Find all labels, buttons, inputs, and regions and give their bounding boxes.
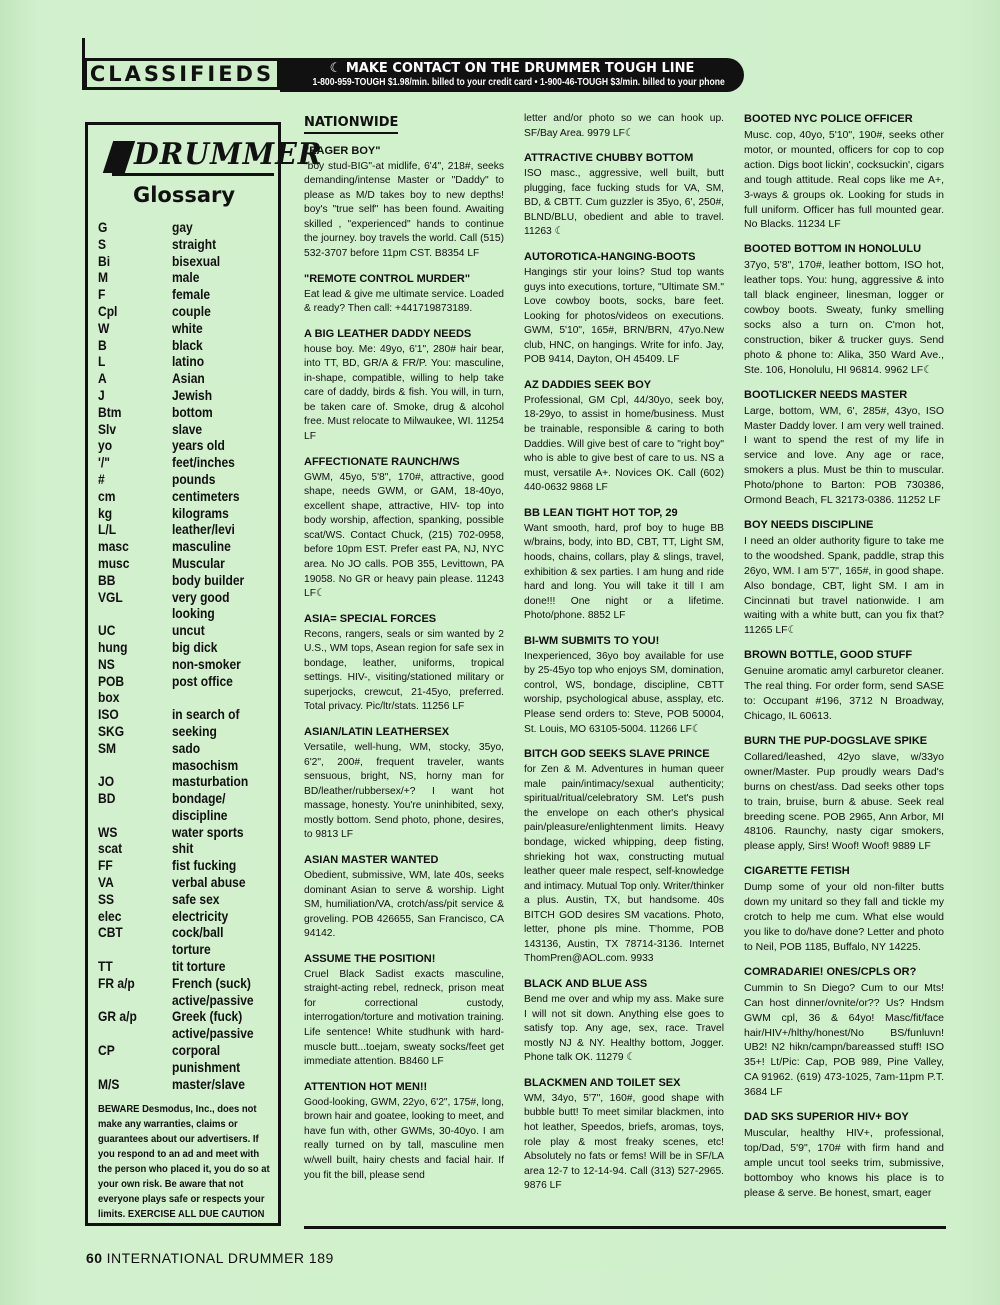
ad-list-2	[524, 112, 724, 1194]
glossary-entry	[98, 1042, 270, 1059]
glossary-definition: in search of	[171, 706, 240, 723]
classified-ad	[744, 864, 944, 955]
glossary-entry	[98, 622, 270, 639]
ad-column-1	[304, 112, 504, 1193]
glossary-abbreviation: elec	[98, 907, 122, 924]
glossary-definition: male	[171, 269, 200, 286]
glossary-list	[98, 219, 270, 1092]
glossary-abbreviation: W	[98, 319, 110, 336]
page-footer	[86, 1250, 334, 1266]
glossary-entry	[98, 505, 270, 522]
page-number: 60	[86, 1250, 103, 1266]
tough-line-phones: 1-800-959-TOUGH $1.98/min. billed to your credit card • 1-900-46-TOUGH $3/min. billed to your phone	[312, 77, 725, 88]
glossary-entry	[98, 924, 270, 941]
glossary-definition: active/passive	[171, 1025, 254, 1042]
glossary-definition: Muscular	[171, 554, 225, 571]
ad-body: Versatile, well-hung, WM, stocky, 35yo, 6'2", 200#, frequent traveler, wants sensuous, bright, NS, horny man for BD/leather/rubbersex/+? I want hot massage, honesty. You're uninhibited, sexy, mostly bottom. Send photo, phone, desires, to 9813 LF	[304, 742, 504, 841]
ad-body: house boy. Me: 49yo, 6'1", 280# hair bear, into TT, BD, GR/A & FR/P. You: masculine, in-shape, compatible, willing to help take care of daddy, birds & fish. You will, in turn, be taken care of. Smoke, drug & alcohol free. Must relocate to Milwaukee, WI. 11254 LF	[304, 343, 504, 442]
glossary-abbreviation: FR a/p	[98, 974, 135, 991]
ad-headline: BOY NEEDS DISCIPLINE	[744, 518, 874, 531]
glossary-entry	[98, 437, 270, 454]
classified-ad	[524, 977, 724, 1066]
classified-ad	[304, 612, 504, 715]
classified-ad	[304, 725, 504, 843]
classified-ad	[304, 272, 504, 317]
classified-ad	[744, 1110, 944, 1201]
glossary-definition: white	[171, 319, 203, 336]
glossary-entry	[98, 824, 270, 841]
glossary-entry	[98, 555, 270, 572]
glossary-definition: French (suck)	[171, 974, 251, 991]
glossary-abbreviation: G	[98, 219, 108, 235]
ad-headline: BOOTED NYC POLICE OFFICER	[744, 113, 913, 125]
glossary-definition: masculine	[171, 538, 231, 555]
glossary-abbreviation: F	[98, 286, 106, 303]
ad-headline: ASIAN/LATIN LEATHERSEX	[304, 726, 450, 738]
glossary-definition: uncut	[171, 622, 205, 639]
glossary-definition: Jewish	[171, 386, 213, 403]
ad-body: I need an older authority figure to take me to the woodshed. Spank, paddle, strap this 26yo, WM. I am 5'7", 165#, in good shape. Also bondage, CBT, light SM. I am in Cincinnati but travel nationwide. I am waiting with a white butt, can you fix that? 11265 LF☾	[744, 534, 944, 637]
glossary-entry	[98, 454, 270, 471]
ad-body: letter and/or photo so we can hook up. SF/Bay Area. 9979 LF☾	[524, 113, 724, 139]
logo-slash-mark	[103, 141, 135, 173]
ad-list-3	[744, 112, 944, 1201]
ad-headline: ASSUME THE POSITION!	[304, 952, 436, 965]
glossary-entry	[98, 236, 270, 253]
glossary-entry	[98, 723, 270, 740]
ad-body: Hangings stir your loins? Stud top wants guys into executions, torture, "Ultimate SM." Love cowboy boots, socks, bare feet. Looking for photos/videos on executions. GWM, 5'10", 165#, BRN/BRN, 47yo.New club, HNC, on hangings. Write for info. Jay, POB 9414, Dayton, OH 45409. LF	[524, 266, 724, 366]
glossary-abbreviation: L/L	[98, 521, 117, 538]
glossary-abbreviation: BD	[98, 790, 116, 807]
glossary-entry	[98, 874, 270, 891]
glossary-definition: bottom	[171, 403, 213, 420]
classified-ad	[304, 144, 504, 262]
glossary-entry	[98, 773, 270, 790]
glossary-definition: fist fucking	[171, 857, 237, 874]
glossary-abbreviation: WS	[98, 823, 118, 840]
glossary-abbreviation: TT	[98, 958, 113, 975]
glossary-entry	[98, 639, 270, 656]
ad-headline: DAD SKS SUPERIOR HIV+ BOY	[744, 1111, 909, 1124]
glossary-definition: years old	[171, 437, 225, 454]
glossary-entry	[98, 219, 270, 236]
glossary-definition: master/slave	[171, 1075, 245, 1092]
glossary-abbreviation: Cpl	[98, 302, 118, 319]
glossary-abbreviation: Slv	[98, 420, 117, 437]
glossary-abbreviation: VGL	[98, 588, 123, 605]
glossary-box	[85, 122, 323, 1226]
ad-body: Large, bottom, WM, 6', 285#, 43yo, ISO Master Daddy lover. I am very well trained. I want to spend the rest of my life in service and love. Any age or race, smokers a plus. Must be thin to muscular. Photo/phone to Barton: POB 730386, Ormond Beach, FL 32173-0386. 11252 LF	[744, 404, 944, 507]
classified-ad	[744, 242, 944, 377]
glossary-definition: leather/levi	[171, 521, 235, 538]
glossary-abbreviation: VA	[98, 874, 114, 891]
ad-body: Dump some of your old non-filter butts down my unitard so they fall and tickle my crotch to help me cum. What else would you like to do/have done? Letter and photo to Neil, POB 1185, Buffalo, NY 14225.	[744, 881, 944, 953]
glossary-entry	[98, 253, 270, 270]
glossary-abbreviation	[98, 605, 172, 622]
ad-body: Cummin to Sn Diego? Cum to our Mts! Can host dinner/ovnite/or?? Us? Hndsm GWM cpl, 36 & 64yo! Masc/fit/face hair/HIV+/hlthy/honest/No BS/funluvn! UB2! N2 hikn/campn/bareassed stuff! ISO 35+! Lt/Pic: Cap, POB 989, Pine Valley, CA 91962. (619) 473-1025, 7am-11pm P.T. 3684 LF	[744, 981, 944, 1099]
ad-headline: BI-WM SUBMITS TO YOU!	[524, 634, 660, 647]
ad-body: Musc. cop, 40yo, 5'10", 190#, seeks other motor, or mounted, officers for cop to cop action. Digs boot lickin', cocksuckin', cigars and tough attitude. Real cops like me A+, 3-ways & groups ok. Looking for studs in full uniform. Officer has full mounted gear. No Blacks. 11234 LF	[744, 129, 944, 231]
ad-body: Good-looking, GWM, 22yo, 6'2", 175#, long, brown hair and goatee, looking to meet, and have fun with, other GWMs, 30-40yo. I am really turned on by tall, masculine men w/well built, hairy chests and facial hair. If you fit the bill, please send	[304, 1096, 505, 1181]
ad-headline: A BIG LEATHER DADDY NEEDS	[304, 327, 472, 340]
glossary-definition	[172, 689, 270, 706]
glossary-definition: safe sex	[171, 890, 220, 907]
glossary-definition: seeking	[171, 722, 217, 739]
glossary-definition: masturbation	[171, 773, 249, 790]
glossary-definition: post office	[171, 672, 233, 689]
glossary-definition: bisexual	[171, 252, 221, 269]
glossary-abbreviation: M/S	[98, 1075, 120, 1092]
glossary-entry	[98, 269, 270, 286]
glossary-entry	[98, 975, 270, 992]
glossary-definition: electricity	[171, 907, 229, 924]
glossary-definition: bondage/	[171, 790, 226, 807]
ad-headline: AFFECTIONATE RAUNCH/WS	[304, 455, 460, 468]
glossary-abbreviation: box	[98, 689, 120, 706]
glossary-definition: shit	[171, 840, 194, 857]
ad-body: for Zen & M. Adventures in human queer male pain/intimacy/sexual authenticity; spiritual/ritual/celebratory SM. Let's push the envelope on each other's physical pain/pleasure/enlightenment limits. Heavy bondage, wicked whipping, deep fisting, shrieking hot wax, constructing mutual leather queer male respect, self-knowledge and intimacy. Mutual Top only. Writer/thinker a plus. Austin, TX, but handsome. 40s BITCH GOD desires SM vacations. Photo, letter, phone pls mine. T'homme, POB 143136, Austin, TX 78714-3136. Internet ThomPren@AOL.com. 9933	[524, 764, 724, 965]
glossary-definition: body builder	[171, 571, 245, 588]
glossary-entry	[98, 958, 270, 975]
classifieds-header	[84, 58, 744, 92]
classified-ad	[744, 112, 944, 232]
glossary-definition: very good	[171, 588, 230, 605]
ad-headline: BURN THE PUP-DOGSLAVE SPIKE	[744, 734, 928, 747]
drummer-logo	[98, 133, 323, 181]
glossary-abbreviation: L	[98, 353, 106, 370]
glossary-abbreviation: S	[98, 235, 107, 252]
disclaimer-warning: BEWARE Desmodus, Inc., does not make any warranties, claims or guarantees about our advertisers. If you respond to an ad and meet with the person who placed it, you do so at your own risk. Be aware that not everyone plays safe or respects your limits. EXERCISE ALL DUE CAUTION	[98, 1103, 270, 1221]
glossary-definition: Greek (fuck)	[171, 1008, 243, 1025]
ad-body: WM, 34yo, 5'7", 160#, good shape with bubble butt! To meet similar blackmen, into hot leather, Speedos, briefs, aromas, toys, role play & most freaky scenes, etc! Absolutely no fats or fems! Will be in SF/LA area 12-7 to 12-14-94. Call (313) 527-2965. 9876 LF	[524, 1092, 724, 1192]
glossary-entry	[98, 992, 270, 1009]
classified-ad	[744, 518, 944, 638]
glossary-definition: female	[171, 286, 211, 303]
glossary-abbreviation: kg	[98, 504, 113, 521]
glossary-entry	[98, 807, 270, 824]
ad-body: Muscular, healthy HIV+, professional, top/Dad, 5'9", 170# with firm hand and ample uncut tool seeks trim, submissive, bottomboy who knows his place is to please & serve. Be honest, smart, eager	[744, 1127, 944, 1199]
glossary-abbreviation	[98, 1059, 172, 1076]
glossary-abbreviation: scat	[98, 840, 123, 857]
classified-ad	[524, 151, 724, 240]
glossary-abbreviation	[98, 941, 172, 958]
glossary-abbreviation: SM	[98, 739, 117, 756]
glossary-abbreviation	[98, 807, 172, 824]
glossary-abbreviation: B	[98, 336, 107, 353]
ad-headline: ATTRACTIVE CHUBBY BOTTOM	[524, 152, 694, 165]
glossary-entry	[98, 941, 270, 958]
glossary-entry	[98, 706, 270, 723]
glossary-entry	[98, 891, 270, 908]
glossary-definition: pounds	[171, 470, 216, 487]
logo-underline	[112, 173, 274, 176]
classified-ad	[524, 112, 724, 141]
glossary-abbreviation: hung	[98, 638, 128, 655]
glossary-entry	[98, 605, 270, 622]
ad-headline: COMRADARIE! ONES/CPLS OR?	[744, 965, 917, 978]
glossary-entry	[98, 353, 270, 370]
section-label: CLASSIFIEDS	[89, 62, 275, 86]
glossary-definition: couple	[171, 302, 211, 319]
glossary-abbreviation: POB	[98, 672, 125, 689]
classified-ad	[304, 327, 504, 445]
glossary-definition: verbal abuse	[171, 874, 246, 891]
classified-ad	[524, 1076, 724, 1194]
glossary-definition: feet/inches	[171, 454, 235, 471]
classified-ad	[744, 734, 944, 854]
glossary-definition: Asian	[171, 370, 205, 387]
classified-ad	[524, 634, 724, 737]
glossary-abbreviation: GR a/p	[98, 1008, 137, 1025]
ad-headline: CIGARETTE FETISH	[744, 865, 850, 878]
tough-line-banner	[280, 58, 744, 92]
glossary-abbreviation: BB	[98, 571, 116, 588]
glossary-definition: corporal	[171, 1042, 221, 1059]
ad-body: Eat lead & give me ultimate service. Loaded & ready? Then call: +441719873189.	[304, 288, 504, 315]
ad-body: Inexperienced, 36yo boy available for use by 25-45yo top who enjoys SM, domination, control, WS, bondage, discipline, CBTT worship, psychological abuse, assplay, etc. Please send orders to: Steve, POB 50004, St. Louis, MO 63105-5004. 11266 LF☾	[524, 650, 724, 735]
glossary-entry	[98, 740, 270, 757]
ad-column-2	[524, 112, 724, 1204]
classified-ad	[524, 747, 724, 967]
glossary-entry	[98, 404, 270, 421]
glossary-entry	[98, 572, 270, 589]
ad-list-1	[304, 144, 504, 1184]
ad-body: Genuine aromatic amyl carburetor cleaner. The real thing. For order form, send SASE to: Occupant #196, 3712 N Broadway, Chicago, IL 60613.	[744, 665, 944, 722]
ad-body: Obedient, submissive, WM, late 40s, seeks dominant Asian to serve & worship. Light SM, humiliation/VA, crotch/ass/pit service & groveling. POB 426655, San Francisco, CA 94142.	[304, 869, 504, 940]
glossary-abbreviation: J	[98, 386, 105, 403]
glossary-entry	[98, 857, 270, 874]
glossary-abbreviation: NS	[98, 655, 115, 672]
glossary-abbreviation: Btm	[98, 403, 122, 420]
classified-ad	[304, 1080, 504, 1183]
glossary-definition: cock/ball	[171, 924, 224, 941]
glossary-entry	[98, 370, 270, 387]
glossary-title: Glossary	[132, 183, 236, 207]
glossary-abbreviation: SS	[98, 890, 115, 907]
glossary-definition: slave	[171, 420, 203, 437]
classified-ad	[744, 648, 944, 724]
section-title: NATIONWIDE	[304, 116, 398, 134]
glossary-entry	[98, 1076, 270, 1093]
glossary-abbreviation	[98, 757, 172, 774]
glossary-entry	[98, 286, 270, 303]
glossary-entry	[98, 421, 270, 438]
glossary-entry	[98, 538, 270, 555]
ad-headline: BROWN BOTTLE, GOOD STUFF	[744, 649, 913, 662]
glossary-entry	[98, 471, 270, 488]
glossary-entry	[98, 757, 270, 774]
ad-column-3	[744, 112, 944, 1211]
glossary-abbreviation: FF	[98, 857, 113, 874]
ad-headline: ATTENTION HOT MEN!!	[304, 1080, 428, 1093]
glossary-definition: big dick	[171, 638, 218, 655]
glossary-entry	[98, 1025, 270, 1042]
ad-headline: ASIA= SPECIAL FORCES	[304, 612, 437, 625]
ad-headline: BLACK AND BLUE ASS	[524, 978, 648, 990]
ad-body: Collared/leashed, 42yo slave, w/33yo owner/Master. Pup proudly wears Dad's burns on chest/ass. Dad seeks other tops to train, bruise, burn & abuse. Seek real breeding scene. POB 2965, Ann Arbor, MI 48106. Raunchy, nasty cigar smokers, please apply, Sirs! Woof! Woof! 9889 LF	[744, 750, 944, 853]
glossary-definition: latino	[171, 353, 205, 370]
glossary-abbreviation: cm	[98, 487, 116, 504]
section-label-box	[84, 58, 280, 90]
ad-headline: BOOTED BOTTOM IN HONOLULU	[744, 243, 922, 256]
tough-line-tagline: ☾ MAKE CONTACT ON THE DRUMMER TOUGH LINE	[329, 61, 695, 76]
glossary-definition: sado	[171, 739, 201, 756]
glossary-entry	[98, 320, 270, 337]
glossary-abbreviation: musc	[98, 554, 130, 571]
glossary-definition: punishment	[171, 1058, 241, 1075]
ad-body: Recons, rangers, seals or sim wanted by 2 U.S., WM tops, Asean region for safe sex in bondage, leather, uniforms, tropical settings. HIV-, visiting/stationed military or superjocks, crewcut, 21-45yo, preferred. Total privacy. Pic/ltr/stats. 11256 LF	[304, 628, 504, 713]
glossary-entry	[98, 488, 270, 505]
ad-headline: BB LEAN TIGHT HOT TOP, 29	[524, 506, 678, 519]
glossary-entry	[98, 521, 270, 538]
ad-headline: BOOTLICKER NEEDS MASTER	[744, 388, 908, 401]
glossary-definition: torture	[171, 941, 211, 958]
ad-body: Professional, GM Cpl, 44/30yo, seek boy, 18-29yo, to assist in home/business. Must be trainable, responsible & caring to both Daddies. Will give best of care to "right boy" who is able to give best of care to us. NS a must, versatile A+. Novices OK. Call (602) 440-0632 9868 LF	[524, 394, 724, 494]
glossary-entry	[98, 689, 270, 706]
glossary-definition: tit torture	[171, 958, 226, 975]
glossary-abbreviation: M	[98, 269, 109, 286]
glossary-definition: black	[171, 336, 203, 353]
glossary-abbreviation: masc	[98, 538, 129, 555]
glossary-definition: centimeters	[171, 487, 240, 504]
ad-body: Want smooth, hard, prof boy to huge BB w/brains, body, into BD, CBT, TT, Light SM, hoods, chains, collars, play & slings, travel, exhibition & sex parties. I am hung and ride hard and long. You will take it till I am done!!! One night or a lifetime. Photo/phone. 8852 LF	[524, 522, 724, 622]
classified-ad	[304, 455, 504, 602]
classified-ad	[744, 388, 944, 508]
ad-headline: ASIAN MASTER WANTED	[304, 853, 439, 866]
glossary-entry	[98, 1008, 270, 1025]
ad-body: GWM, 45yo, 5'8", 170#, attractive, good shape, needs GWM, or GAM, 18-40yo, excellent shape, attractive, HIV- top into body worship, affection, spanking, possible scat/WS. Contact Chuck, (215) 702-0958, before 10pm EST. Prefer east PA, NJ, NYC area. No JO calls. POB 355, Levittown, PA 19058. No GR or heavy pain please. 11243 LF☾	[304, 471, 504, 600]
glossary-entry	[98, 673, 270, 690]
glossary-entry	[98, 303, 270, 320]
ad-headline: "REMOTE CONTROL MURDER"	[304, 272, 471, 285]
glossary-abbreviation: ISO	[98, 706, 119, 723]
classified-ad	[524, 250, 724, 368]
glossary-abbreviation: yo	[98, 437, 113, 454]
ad-body: Cruel Black Sadist exacts masculine, straight-acting rebel, redneck, prison meat for correctional custody, interrogation/torture and motivation training. Life sentence! White studhunk with hard-muscle butt...toejam, sweaty socks/feet get immediate attention. B8460 LF	[304, 968, 504, 1068]
glossary-entry	[98, 387, 270, 404]
glossary-definition: masochism	[171, 756, 239, 773]
glossary-abbreviation: CBT	[98, 924, 123, 941]
glossary-abbreviation: SKG	[98, 722, 125, 739]
glossary-abbreviation: Bi	[98, 252, 111, 269]
classified-ad	[304, 952, 504, 1070]
ad-headline: BITCH GOD SEEKS SLAVE PRINCE	[524, 748, 710, 761]
glossary-definition: gay	[171, 219, 193, 235]
glossary-abbreviation: JO	[98, 773, 115, 790]
glossary-entry	[98, 1059, 270, 1076]
glossary-definition: water sports	[171, 823, 244, 840]
glossary-definition: active/passive	[171, 991, 254, 1008]
glossary-entry	[98, 589, 270, 606]
glossary-abbreviation: '/"	[98, 454, 110, 471]
ad-body: "boy stud-BIG"-at midlife, 6'4", 218#, seeks demanding/intense Master or "Daddy" to please as M/D takes boy to new depths! boy's "true self" has been found. Awaiting skilled , "experienced" hands to continue the journey. boy travels the world. Call (515) 532-3707 before 11pm CST. B8354 LF	[304, 160, 504, 259]
glossary-definition: discipline	[171, 806, 228, 823]
glossary-definition: non-smoker	[171, 655, 241, 672]
glossary-abbreviation: CP	[98, 1042, 115, 1059]
ad-body: Bend me over and whip my ass. Make sure I will not sit down. Anything else goes to satisfy top. Any age, sex, race. Travel mostly NJ & NY. Healthy bottom, Jogger. Phone talk OK. 11279 ☾	[524, 994, 724, 1064]
glossary-definition: looking	[171, 605, 215, 622]
ad-headline: AUTOROTICA-HANGING-BOOTS	[524, 250, 696, 263]
glossary-definition: straight	[171, 235, 217, 252]
ad-headline: AZ DADDIES SEEK BOY	[524, 378, 652, 391]
ad-body: ISO masc., aggressive, well built, butt plugging, face fucking studs for VA, SM, BD, & CBTT. Cum guzzler is 35yo, 6', 250#, BLND/BLU, obedient and able to travel. 11263 ☾	[524, 168, 724, 238]
glossary-entry	[98, 908, 270, 925]
classified-ad	[524, 506, 724, 624]
glossary-abbreviation: #	[98, 470, 105, 487]
glossary-abbreviation	[98, 992, 172, 1009]
glossary-abbreviation	[98, 1025, 172, 1042]
classified-ad	[304, 853, 504, 942]
bottom-rule	[304, 1226, 946, 1229]
publication-name: INTERNATIONAL DRUMMER 189	[106, 1250, 334, 1266]
glossary-entry	[98, 337, 270, 354]
ad-body: 37yo, 5'8", 170#, leather bottom, ISO hot, leather tops. You: hung, aggressive & into tall black engineer, linesman, logger or cowboy boots. Sweaty, funky smelling socks also a turn on. C'mon hot, construction, biker & trucker guys. Send photo & phone to: Alika, 350 Ward Ave., Ste. 106, Honolulu, HI 96814. 9962 LF☾	[744, 259, 944, 376]
glossary-definition: kilograms	[171, 504, 229, 521]
glossary-abbreviation: UC	[98, 622, 116, 639]
logo-wordmark: DRUMMER	[134, 137, 323, 172]
glossary-abbreviation: A	[98, 370, 107, 387]
ad-headline: "EAGER BOY"	[304, 144, 381, 157]
ad-headline: BLACKMEN AND TOILET SEX	[524, 1076, 681, 1089]
classified-ad	[744, 965, 944, 1100]
classified-ad	[524, 378, 724, 496]
glossary-entry	[98, 790, 270, 807]
glossary-entry	[98, 656, 270, 673]
glossary-entry	[98, 840, 270, 857]
